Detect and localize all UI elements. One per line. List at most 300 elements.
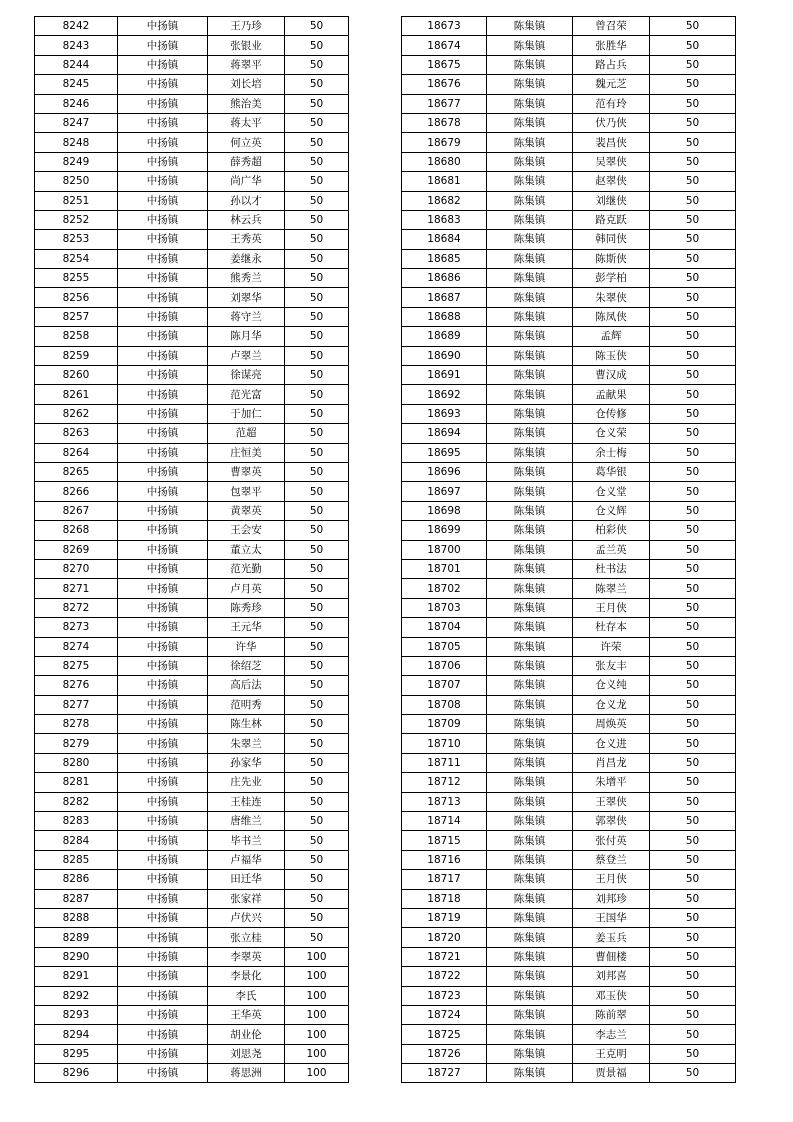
record-number-cell: 8264: [35, 443, 118, 462]
name-cell: 路克跃: [573, 210, 650, 229]
amount-cell: 50: [650, 191, 736, 210]
record-number-cell: 18677: [402, 94, 487, 113]
name-cell: 范光富: [208, 385, 285, 404]
town-cell: 陈集镇: [487, 36, 573, 55]
amount-cell: 100: [285, 1005, 349, 1024]
amount-cell: 50: [285, 773, 349, 792]
record-number-cell: 8290: [35, 947, 118, 966]
record-number-cell: 8285: [35, 850, 118, 869]
town-cell: 中扬镇: [118, 792, 208, 811]
town-cell: 中扬镇: [118, 17, 208, 36]
table-row: [35, 850, 349, 869]
table-row: [402, 579, 736, 598]
amount-cell: 50: [285, 870, 349, 889]
table-row: [402, 812, 736, 831]
name-cell: 王乃珍: [208, 17, 285, 36]
town-cell: 中扬镇: [118, 230, 208, 249]
town-cell: 陈集镇: [487, 598, 573, 617]
amount-cell: 50: [650, 366, 736, 385]
name-cell: 朱翠兰: [208, 734, 285, 753]
amount-cell: 50: [285, 210, 349, 229]
name-cell: 裴昌侠: [573, 133, 650, 152]
name-cell: 蔡登兰: [573, 850, 650, 869]
name-cell: 仓义纯: [573, 676, 650, 695]
name-cell: 刘长培: [208, 75, 285, 94]
record-number-cell: 18703: [402, 598, 487, 617]
name-cell: 陈翠兰: [573, 579, 650, 598]
name-cell: 吴翠侠: [573, 152, 650, 171]
amount-cell: 50: [650, 113, 736, 132]
name-cell: 王华英: [208, 1005, 285, 1024]
amount-cell: 50: [285, 443, 349, 462]
record-number-cell: 18715: [402, 831, 487, 850]
amount-cell: 50: [650, 462, 736, 481]
town-cell: 中扬镇: [118, 521, 208, 540]
table-row: [35, 1005, 349, 1024]
town-cell: 陈集镇: [487, 579, 573, 598]
name-cell: 许荣: [573, 637, 650, 656]
record-number-cell: 8272: [35, 598, 118, 617]
amount-cell: 50: [285, 812, 349, 831]
amount-cell: 100: [285, 1064, 349, 1083]
name-cell: 林云兵: [208, 210, 285, 229]
town-cell: 中扬镇: [118, 831, 208, 850]
table-row: [35, 928, 349, 947]
town-cell: 中扬镇: [118, 501, 208, 520]
town-cell: 陈集镇: [487, 17, 573, 36]
amount-cell: 50: [285, 695, 349, 714]
name-cell: 刘邦珍: [573, 889, 650, 908]
record-number-cell: 8263: [35, 424, 118, 443]
amount-cell: 50: [650, 559, 736, 578]
town-cell: 中扬镇: [118, 908, 208, 927]
name-cell: 彭学柏: [573, 269, 650, 288]
table-row: [402, 113, 736, 132]
record-number-cell: 8283: [35, 812, 118, 831]
name-cell: 卢翠兰: [208, 346, 285, 365]
amount-cell: 50: [285, 501, 349, 520]
name-cell: 包翠平: [208, 482, 285, 501]
table-row: [402, 1044, 736, 1063]
town-cell: 中扬镇: [118, 482, 208, 501]
town-cell: 陈集镇: [487, 269, 573, 288]
town-cell: 陈集镇: [487, 540, 573, 559]
record-number-cell: 18689: [402, 327, 487, 346]
name-cell: 李氏: [208, 986, 285, 1005]
amount-cell: 50: [285, 676, 349, 695]
town-cell: 陈集镇: [487, 94, 573, 113]
amount-cell: 50: [285, 75, 349, 94]
left-table-body: [35, 17, 349, 1083]
table-row: [402, 424, 736, 443]
record-number-cell: 8286: [35, 870, 118, 889]
town-cell: 中扬镇: [118, 598, 208, 617]
name-cell: 熊治美: [208, 94, 285, 113]
record-number-cell: 18721: [402, 947, 487, 966]
amount-cell: 50: [650, 94, 736, 113]
table-row: [402, 656, 736, 675]
table-row: [35, 501, 349, 520]
amount-cell: 50: [650, 753, 736, 772]
town-cell: 陈集镇: [487, 133, 573, 152]
town-cell: 陈集镇: [487, 773, 573, 792]
name-cell: 孙以才: [208, 191, 285, 210]
name-cell: 王会安: [208, 521, 285, 540]
amount-cell: 50: [285, 928, 349, 947]
amount-cell: 50: [285, 327, 349, 346]
amount-cell: 50: [650, 288, 736, 307]
amount-cell: 50: [650, 172, 736, 191]
right-table-body: [402, 17, 736, 1083]
record-number-cell: 18722: [402, 967, 487, 986]
town-cell: 中扬镇: [118, 113, 208, 132]
name-cell: 胡业伦: [208, 1025, 285, 1044]
record-number-cell: 18694: [402, 424, 487, 443]
amount-cell: 50: [650, 307, 736, 326]
amount-cell: 50: [650, 1025, 736, 1044]
amount-cell: 50: [285, 424, 349, 443]
record-number-cell: 18717: [402, 870, 487, 889]
record-number-cell: 8266: [35, 482, 118, 501]
town-cell: 陈集镇: [487, 889, 573, 908]
name-cell: 邓玉侠: [573, 986, 650, 1005]
town-cell: 陈集镇: [487, 346, 573, 365]
table-row: [402, 676, 736, 695]
name-cell: 李景化: [208, 967, 285, 986]
name-cell: 范明秀: [208, 695, 285, 714]
town-cell: 陈集镇: [487, 424, 573, 443]
table-row: [402, 249, 736, 268]
amount-cell: 50: [650, 656, 736, 675]
table-row: [402, 773, 736, 792]
amount-cell: 50: [285, 249, 349, 268]
name-cell: 蒋翠平: [208, 55, 285, 74]
name-cell: 薛秀超: [208, 152, 285, 171]
amount-cell: 50: [650, 928, 736, 947]
record-number-cell: 18697: [402, 482, 487, 501]
name-cell: 朱增平: [573, 773, 650, 792]
record-number-cell: 18693: [402, 404, 487, 423]
record-number-cell: 18708: [402, 695, 487, 714]
record-number-cell: 18713: [402, 792, 487, 811]
name-cell: 肖昌龙: [573, 753, 650, 772]
record-number-cell: 18681: [402, 172, 487, 191]
record-number-cell: 8253: [35, 230, 118, 249]
table-row: [35, 831, 349, 850]
town-cell: 中扬镇: [118, 850, 208, 869]
table-row: [35, 55, 349, 74]
table-row: [35, 618, 349, 637]
town-cell: 陈集镇: [487, 152, 573, 171]
town-cell: 中扬镇: [118, 1025, 208, 1044]
table-row: [35, 113, 349, 132]
record-number-cell: 8296: [35, 1064, 118, 1083]
amount-cell: 50: [650, 908, 736, 927]
name-cell: 黄翠英: [208, 501, 285, 520]
town-cell: 中扬镇: [118, 424, 208, 443]
record-number-cell: 18683: [402, 210, 487, 229]
town-cell: 陈集镇: [487, 928, 573, 947]
table-row: [402, 870, 736, 889]
table-row: [35, 598, 349, 617]
town-cell: 中扬镇: [118, 812, 208, 831]
name-cell: 刘邦喜: [573, 967, 650, 986]
record-number-cell: 8275: [35, 656, 118, 675]
record-number-cell: 18709: [402, 715, 487, 734]
table-row: [402, 501, 736, 520]
table-row: [35, 967, 349, 986]
amount-cell: 50: [285, 133, 349, 152]
table-row: [35, 579, 349, 598]
name-cell: 朱翠侠: [573, 288, 650, 307]
town-cell: 陈集镇: [487, 618, 573, 637]
record-number-cell: 18690: [402, 346, 487, 365]
record-number-cell: 18711: [402, 753, 487, 772]
town-cell: 中扬镇: [118, 773, 208, 792]
name-cell: 赵翠侠: [573, 172, 650, 191]
town-cell: 陈集镇: [487, 230, 573, 249]
amount-cell: 50: [285, 55, 349, 74]
table-row: [35, 172, 349, 191]
amount-cell: 50: [285, 152, 349, 171]
amount-cell: 50: [285, 889, 349, 908]
town-cell: 陈集镇: [487, 908, 573, 927]
table-row: [35, 327, 349, 346]
town-cell: 中扬镇: [118, 152, 208, 171]
name-cell: 李志兰: [573, 1025, 650, 1044]
record-number-cell: 18686: [402, 269, 487, 288]
name-cell: 董立太: [208, 540, 285, 559]
amount-cell: 50: [650, 812, 736, 831]
town-cell: 陈集镇: [487, 482, 573, 501]
record-number-cell: 8262: [35, 404, 118, 423]
town-cell: 中扬镇: [118, 191, 208, 210]
table-row: [35, 36, 349, 55]
town-cell: 中扬镇: [118, 656, 208, 675]
table-row: [402, 172, 736, 191]
name-cell: 路占兵: [573, 55, 650, 74]
amount-cell: 50: [285, 288, 349, 307]
record-number-cell: 18700: [402, 540, 487, 559]
record-number-cell: 18676: [402, 75, 487, 94]
amount-cell: 50: [650, 715, 736, 734]
table-row: [402, 307, 736, 326]
amount-cell: 50: [650, 1005, 736, 1024]
record-number-cell: 8245: [35, 75, 118, 94]
town-cell: 中扬镇: [118, 327, 208, 346]
town-cell: 陈集镇: [487, 191, 573, 210]
town-cell: 陈集镇: [487, 55, 573, 74]
table-row: [35, 812, 349, 831]
name-cell: 王元华: [208, 618, 285, 637]
record-number-cell: 18688: [402, 307, 487, 326]
name-cell: 杜存本: [573, 618, 650, 637]
town-cell: 陈集镇: [487, 676, 573, 695]
name-cell: 王月侠: [573, 870, 650, 889]
table-row: [35, 695, 349, 714]
table-row: [402, 385, 736, 404]
amount-cell: 50: [650, 579, 736, 598]
table-row: [402, 1005, 736, 1024]
name-cell: 仓传修: [573, 404, 650, 423]
table-row: [402, 967, 736, 986]
table-row: [35, 1025, 349, 1044]
town-cell: 中扬镇: [118, 249, 208, 268]
table-row: [35, 17, 349, 36]
name-cell: 仓义进: [573, 734, 650, 753]
record-number-cell: 18699: [402, 521, 487, 540]
record-number-cell: 18674: [402, 36, 487, 55]
name-cell: 张立桂: [208, 928, 285, 947]
record-number-cell: 8260: [35, 366, 118, 385]
name-cell: 陈生林: [208, 715, 285, 734]
amount-cell: 50: [285, 540, 349, 559]
name-cell: 姜玉兵: [573, 928, 650, 947]
town-cell: 中扬镇: [118, 734, 208, 753]
name-cell: 曾召荣: [573, 17, 650, 36]
town-cell: 陈集镇: [487, 462, 573, 481]
town-cell: 中扬镇: [118, 404, 208, 423]
name-cell: 曹汉成: [573, 366, 650, 385]
name-cell: 杜书法: [573, 559, 650, 578]
table-row: [35, 676, 349, 695]
table-row: [402, 230, 736, 249]
record-number-cell: 8255: [35, 269, 118, 288]
record-number-cell: 8248: [35, 133, 118, 152]
name-cell: 卢伏兴: [208, 908, 285, 927]
town-cell: 陈集镇: [487, 501, 573, 520]
table-row: [402, 327, 736, 346]
record-number-cell: 18698: [402, 501, 487, 520]
town-cell: 中扬镇: [118, 870, 208, 889]
record-number-cell: 18725: [402, 1025, 487, 1044]
name-cell: 唐维兰: [208, 812, 285, 831]
town-cell: 中扬镇: [118, 1064, 208, 1083]
table-row: [402, 346, 736, 365]
town-cell: 中扬镇: [118, 986, 208, 1005]
record-number-cell: 18704: [402, 618, 487, 637]
table-row: [35, 249, 349, 268]
amount-cell: 50: [650, 986, 736, 1005]
table-row: [402, 908, 736, 927]
name-cell: 徐谋亮: [208, 366, 285, 385]
amount-cell: 50: [285, 191, 349, 210]
town-cell: 中扬镇: [118, 307, 208, 326]
town-cell: 中扬镇: [118, 928, 208, 947]
amount-cell: 50: [285, 734, 349, 753]
amount-cell: 50: [285, 366, 349, 385]
record-number-cell: 8252: [35, 210, 118, 229]
amount-cell: 50: [285, 637, 349, 656]
name-cell: 范超: [208, 424, 285, 443]
town-cell: 陈集镇: [487, 637, 573, 656]
amount-cell: 50: [650, 269, 736, 288]
amount-cell: 50: [650, 501, 736, 520]
town-cell: 中扬镇: [118, 288, 208, 307]
table-row: [402, 831, 736, 850]
amount-cell: 50: [650, 521, 736, 540]
table-row: [402, 191, 736, 210]
record-number-cell: 18718: [402, 889, 487, 908]
record-number-cell: 8271: [35, 579, 118, 598]
record-number-cell: 8280: [35, 753, 118, 772]
amount-cell: 50: [285, 753, 349, 772]
table-row: [35, 269, 349, 288]
amount-cell: 50: [650, 424, 736, 443]
town-cell: 中扬镇: [118, 579, 208, 598]
record-number-cell: 18701: [402, 559, 487, 578]
table-row: [402, 462, 736, 481]
amount-cell: 50: [285, 172, 349, 191]
record-number-cell: 18691: [402, 366, 487, 385]
record-number-cell: 8268: [35, 521, 118, 540]
record-number-cell: 8267: [35, 501, 118, 520]
town-cell: 陈集镇: [487, 850, 573, 869]
table-row: [402, 540, 736, 559]
record-number-cell: 8273: [35, 618, 118, 637]
town-cell: 陈集镇: [487, 327, 573, 346]
amount-cell: 50: [285, 94, 349, 113]
amount-cell: 50: [285, 462, 349, 481]
name-cell: 张银业: [208, 36, 285, 55]
amount-cell: 50: [285, 656, 349, 675]
record-number-cell: 8258: [35, 327, 118, 346]
name-cell: 郭翠侠: [573, 812, 650, 831]
amount-cell: 50: [285, 36, 349, 55]
table-row: [35, 482, 349, 501]
record-number-cell: 18724: [402, 1005, 487, 1024]
town-cell: 陈集镇: [487, 1044, 573, 1063]
amount-cell: 50: [650, 889, 736, 908]
table-row: [35, 404, 349, 423]
name-cell: 葛华银: [573, 462, 650, 481]
table-row: [35, 366, 349, 385]
town-cell: 陈集镇: [487, 1005, 573, 1024]
record-number-cell: 18726: [402, 1044, 487, 1063]
record-number-cell: 18680: [402, 152, 487, 171]
record-number-cell: 8276: [35, 676, 118, 695]
amount-cell: 100: [285, 967, 349, 986]
name-cell: 王月侠: [573, 598, 650, 617]
table-row: [35, 559, 349, 578]
table-row: [402, 94, 736, 113]
town-cell: 中扬镇: [118, 540, 208, 559]
amount-cell: 50: [285, 521, 349, 540]
amount-cell: 50: [650, 133, 736, 152]
table-row: [402, 17, 736, 36]
record-number-cell: 18695: [402, 443, 487, 462]
table-row: [402, 734, 736, 753]
name-cell: 卢月英: [208, 579, 285, 598]
town-cell: 中扬镇: [118, 1044, 208, 1063]
record-number-cell: 8295: [35, 1044, 118, 1063]
town-cell: 陈集镇: [487, 1064, 573, 1083]
amount-cell: 50: [285, 346, 349, 365]
amount-cell: 50: [650, 75, 736, 94]
town-cell: 中扬镇: [118, 210, 208, 229]
town-cell: 陈集镇: [487, 366, 573, 385]
table-row: [35, 346, 349, 365]
record-number-cell: 8244: [35, 55, 118, 74]
table-row: [35, 288, 349, 307]
town-cell: 陈集镇: [487, 288, 573, 307]
amount-cell: 50: [650, 17, 736, 36]
record-number-cell: 8284: [35, 831, 118, 850]
record-number-cell: 8294: [35, 1025, 118, 1044]
town-cell: 陈集镇: [487, 947, 573, 966]
table-row: [35, 773, 349, 792]
town-cell: 陈集镇: [487, 210, 573, 229]
